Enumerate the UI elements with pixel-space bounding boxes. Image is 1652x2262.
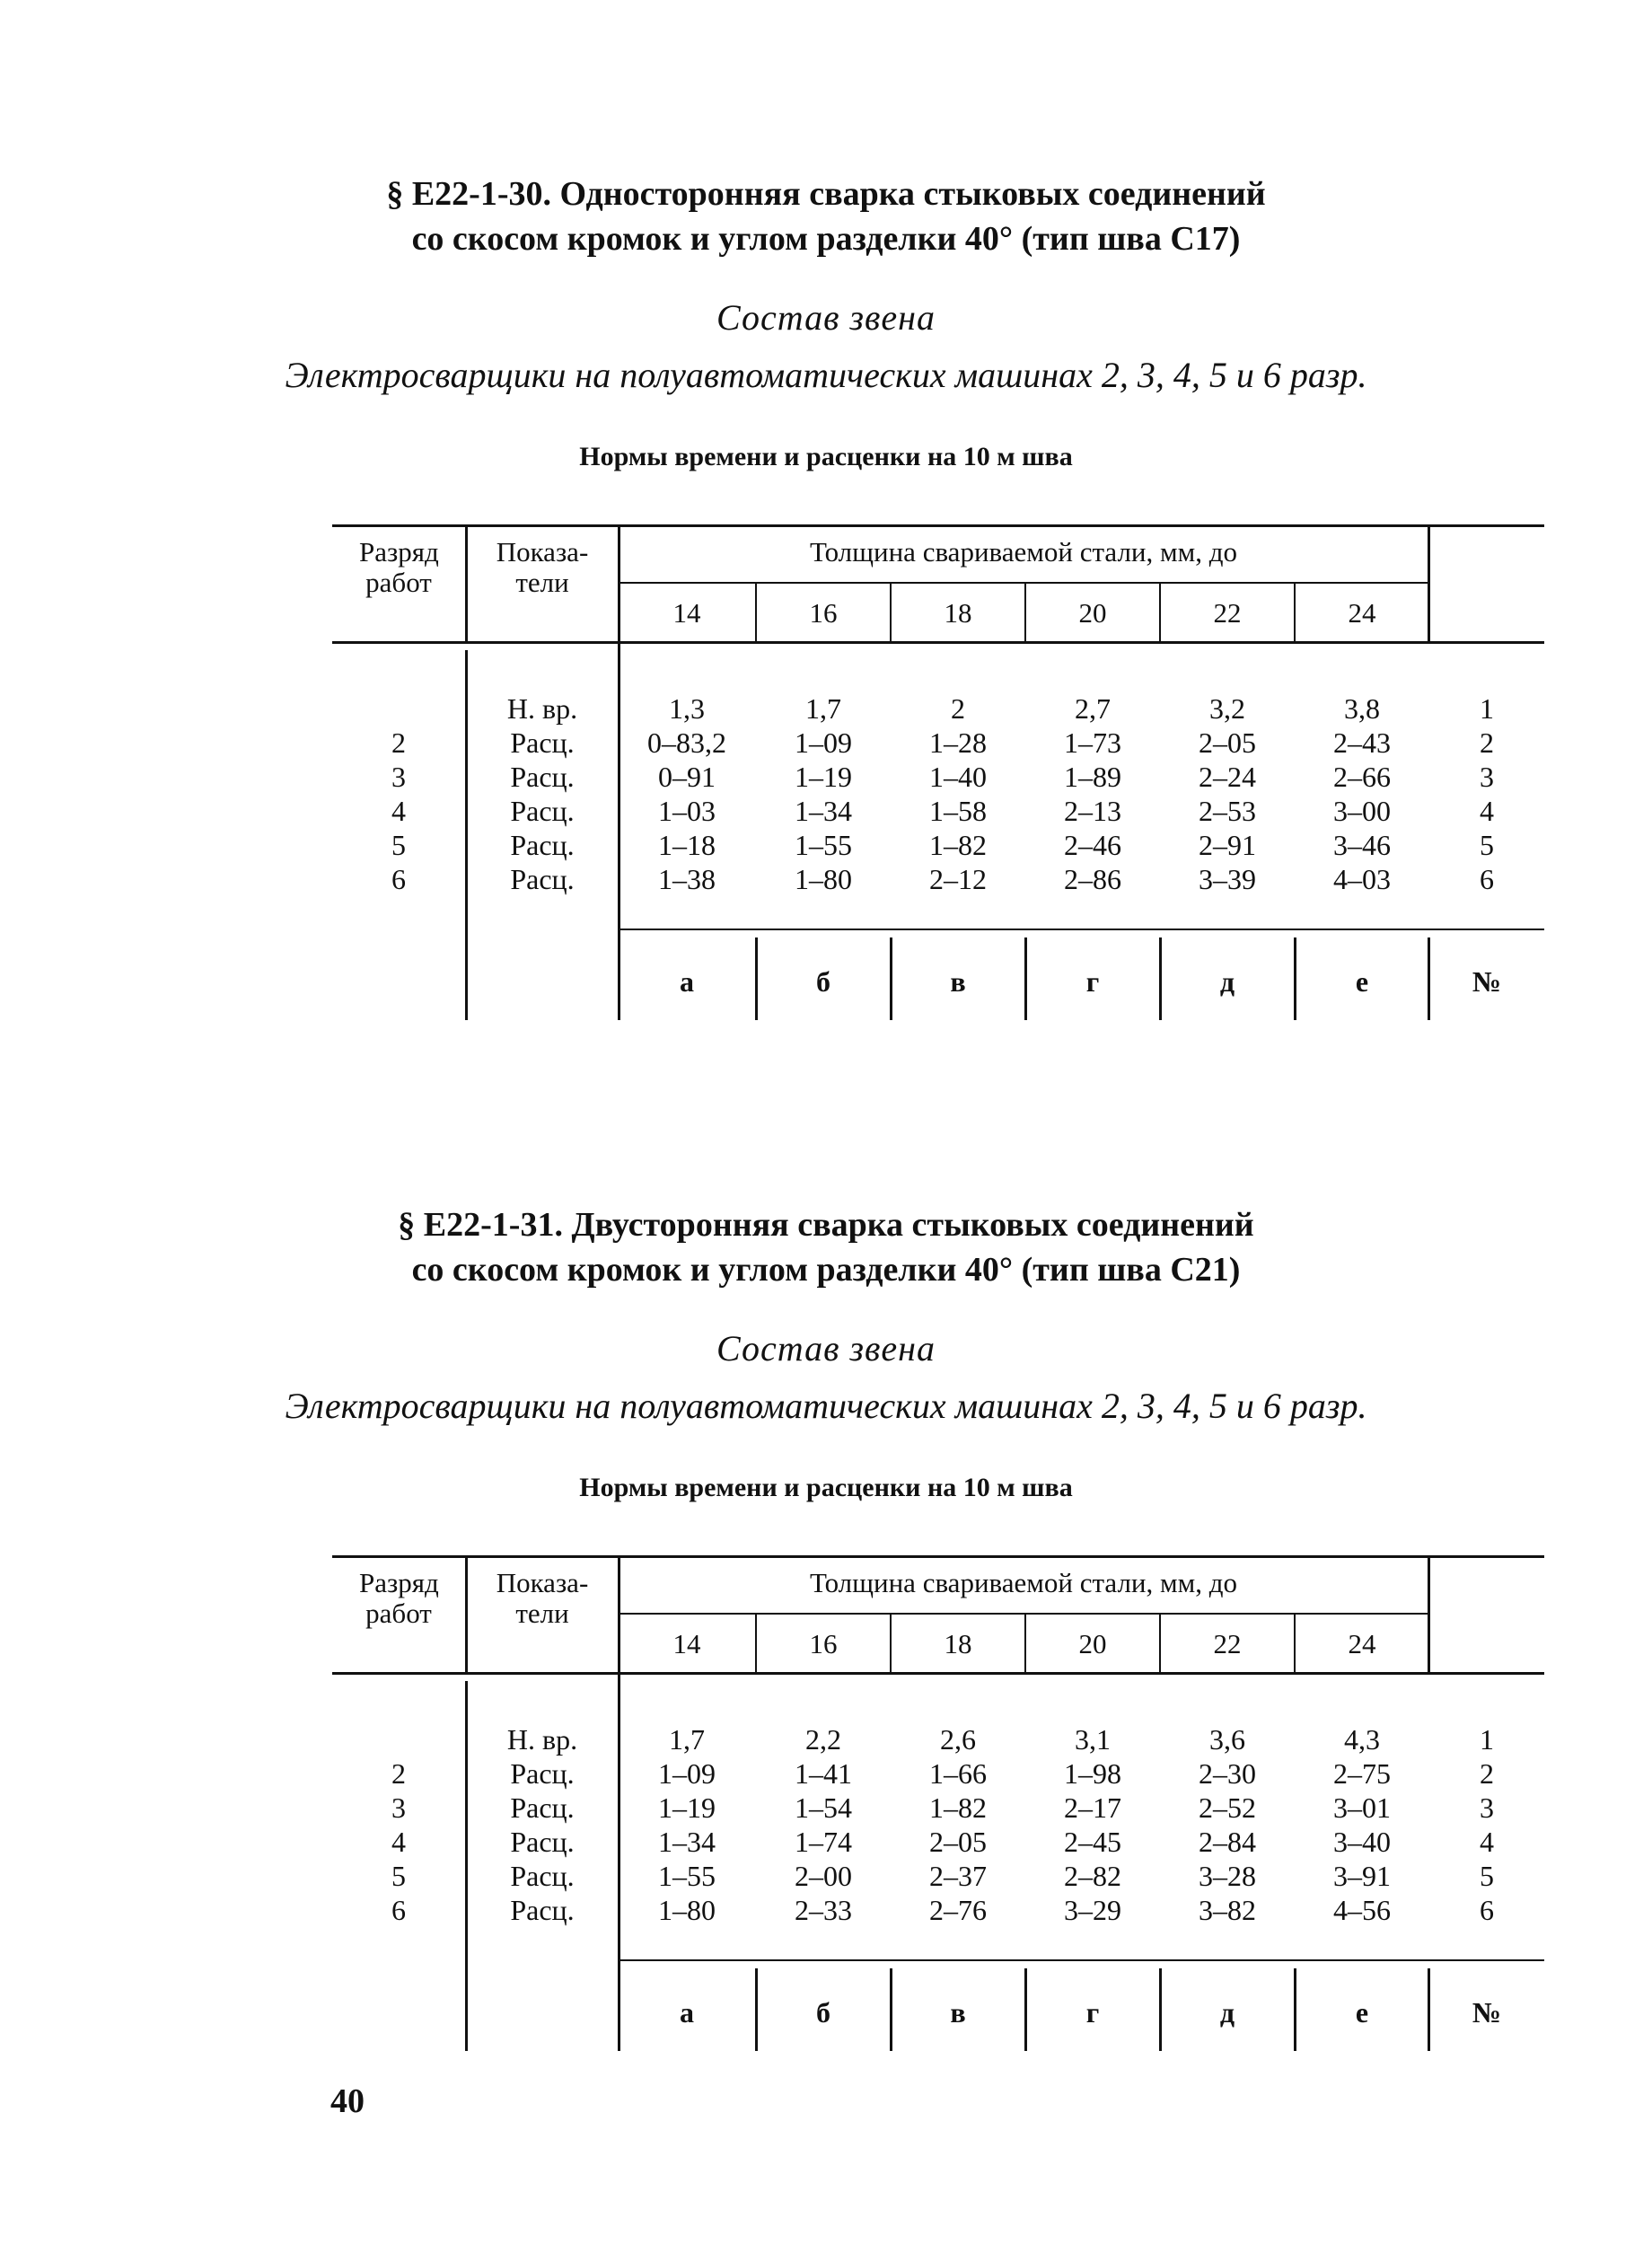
row-value: 1–89 [1064, 761, 1121, 793]
row-value: 2–43 [1333, 726, 1391, 759]
table-rule-horizontal [620, 1959, 1544, 1961]
page-number: 40 [330, 2082, 365, 2120]
row-value: 1–34 [795, 795, 852, 827]
row-value: 1–66 [929, 1757, 987, 1790]
title-line-2: со скосом кромок и углом разделки 40° (тип шва С21) [411, 1251, 1241, 1289]
thickness-value: 24 [1348, 1628, 1376, 1659]
table-rule-horizontal [332, 1555, 1544, 1558]
column-letter: а [680, 965, 694, 998]
row-razryad: 5 [391, 1860, 406, 1892]
row-value: 4–56 [1333, 1894, 1391, 1926]
norms-caption: Нормы времени и расценки на 10 м шва [579, 1473, 1073, 1502]
row-value: 3–40 [1333, 1826, 1391, 1858]
row-value: 1–19 [658, 1791, 716, 1824]
row-value: 1–18 [658, 829, 716, 861]
row-value: 1–73 [1064, 726, 1121, 759]
column-letter: б [816, 965, 830, 998]
row-number: 2 [1480, 1757, 1494, 1790]
row-number: 6 [1480, 863, 1494, 895]
row-value: 1–09 [795, 726, 852, 759]
thickness-value: 16 [809, 597, 838, 629]
row-value: 0–83,2 [647, 726, 726, 759]
row-value: 2–00 [795, 1860, 852, 1892]
title-line-1: § Е22-1-30. Односторонняя сварка стыковых соединений [386, 175, 1266, 213]
row-razryad: 6 [391, 1894, 406, 1926]
row-value: 1–19 [795, 761, 852, 793]
thickness-value: 24 [1348, 597, 1376, 629]
row-pokazatel: Расц. [510, 829, 575, 861]
row-value: 2–30 [1199, 1757, 1256, 1790]
row-number: 4 [1480, 1826, 1494, 1858]
row-value: 3–39 [1199, 863, 1256, 895]
title-line-2: со скосом кромок и углом разделки 40° (тип шва С17) [411, 220, 1241, 258]
title-line-1: § Е22-1-31. Двусторонняя сварка стыковых соединений [398, 1206, 1254, 1244]
row-razryad: 4 [391, 795, 406, 827]
row-value: 1–03 [658, 795, 716, 827]
row-value: 2–75 [1333, 1757, 1391, 1790]
row-value: 1–38 [658, 863, 716, 895]
row-value: 4–03 [1333, 863, 1391, 895]
row-value: 1–55 [658, 1860, 716, 1892]
number-label: № [1472, 965, 1502, 998]
crew-composition: Электросварщики на полуавтоматических машинах 2, 3, 4, 5 и 6 разр. [285, 355, 1367, 395]
norms-table [332, 524, 1544, 1020]
row-razryad: 3 [391, 1791, 406, 1824]
row-number: 5 [1480, 1860, 1494, 1892]
row-value: 2 [951, 692, 965, 725]
row-value: 3–28 [1199, 1860, 1256, 1892]
column-header-pokazateli: Показа-тели [496, 536, 589, 598]
row-number: 1 [1480, 1723, 1494, 1756]
row-value: 2–37 [929, 1860, 987, 1892]
column-letter: д [1219, 1996, 1235, 2029]
row-number: 3 [1480, 1791, 1494, 1824]
row-pokazatel: Расц. [510, 1757, 575, 1790]
row-value: 2–76 [929, 1894, 987, 1926]
row-value: 3–00 [1333, 795, 1391, 827]
row-value: 1,7 [669, 1723, 705, 1756]
column-letter: а [680, 1996, 694, 2029]
row-value: 2–52 [1199, 1791, 1256, 1824]
row-value: 2–82 [1064, 1860, 1121, 1892]
row-value: 1–74 [795, 1826, 852, 1858]
thickness-value: 22 [1213, 1628, 1242, 1659]
row-number: 1 [1480, 692, 1494, 725]
row-pokazatel: Н. вр. [506, 692, 578, 725]
row-razryad: 2 [391, 1757, 406, 1790]
table-rule-horizontal [332, 524, 1544, 527]
row-value: 1–98 [1064, 1757, 1121, 1790]
table-rule-horizontal [620, 929, 1544, 930]
thickness-value: 14 [672, 597, 701, 629]
row-value: 1–28 [929, 726, 987, 759]
row-value: 2–05 [929, 1826, 987, 1858]
row-pokazatel: Расц. [510, 863, 575, 895]
row-value: 1–40 [929, 761, 987, 793]
row-number: 4 [1480, 795, 1494, 827]
column-header-razryad: Разряд работ [359, 536, 439, 598]
thickness-value: 20 [1078, 1628, 1107, 1659]
column-letter: г [1085, 1996, 1100, 2029]
row-value: 2–86 [1064, 863, 1121, 895]
row-razryad: 4 [391, 1826, 406, 1858]
row-value: 3,1 [1075, 1723, 1111, 1756]
table-rule-horizontal [332, 1672, 1544, 1675]
table-rule-horizontal [332, 641, 1544, 644]
thickness-value: 16 [809, 1628, 838, 1659]
row-value: 1,3 [669, 692, 705, 725]
row-razryad: 2 [391, 726, 406, 759]
thickness-header: Толщина свариваемой стали, мм, до [809, 1567, 1238, 1598]
row-value: 0–91 [658, 761, 716, 793]
row-value: 2,6 [940, 1723, 976, 1756]
thickness-value: 18 [944, 597, 972, 629]
column-letter: е [1355, 965, 1369, 998]
row-value: 1–80 [795, 863, 852, 895]
row-value: 3–29 [1064, 1894, 1121, 1926]
column-letter: е [1355, 1996, 1369, 2029]
row-value: 2–13 [1064, 795, 1121, 827]
number-label: № [1472, 1996, 1502, 2029]
row-value: 2–84 [1199, 1826, 1256, 1858]
column-letter: б [816, 1996, 830, 2029]
row-value: 3–91 [1333, 1860, 1391, 1892]
row-value: 1–54 [795, 1791, 852, 1824]
row-value: 2–91 [1199, 829, 1256, 861]
row-number: 6 [1480, 1894, 1494, 1926]
row-value: 2–05 [1199, 726, 1256, 759]
norms-caption: Нормы времени и расценки на 10 м шва [579, 442, 1073, 471]
row-pokazatel: Расц. [510, 761, 575, 793]
row-value: 3–46 [1333, 829, 1391, 861]
row-value: 1–82 [929, 829, 987, 861]
row-value: 2–66 [1333, 761, 1391, 793]
row-value: 1–82 [929, 1791, 987, 1824]
row-value: 2–53 [1199, 795, 1256, 827]
row-pokazatel: Расц. [510, 1826, 575, 1858]
row-value: 2–46 [1064, 829, 1121, 861]
column-letter: г [1085, 965, 1100, 998]
column-header-razryad: Разряд работ [359, 1567, 439, 1629]
row-value: 1–58 [929, 795, 987, 827]
row-value: 2–17 [1064, 1791, 1121, 1824]
row-pokazatel: Расц. [510, 1791, 575, 1824]
crew-composition: Электросварщики на полуавтоматических машинах 2, 3, 4, 5 и 6 разр. [285, 1386, 1367, 1426]
row-value: 3,8 [1344, 692, 1380, 725]
thickness-value: 18 [944, 1628, 972, 1659]
row-value: 2–24 [1199, 761, 1256, 793]
column-header-pokazateli: Показа-тели [496, 1567, 589, 1629]
row-value: 1–34 [658, 1826, 716, 1858]
row-razryad: 3 [391, 761, 406, 793]
row-razryad: 6 [391, 863, 406, 895]
row-number: 3 [1480, 761, 1494, 793]
row-pokazatel: Н. вр. [506, 1723, 578, 1756]
row-pokazatel: Расц. [510, 1894, 575, 1926]
row-value: 4,3 [1344, 1723, 1380, 1756]
row-value: 2,2 [805, 1723, 841, 1756]
column-letter: в [950, 965, 966, 998]
row-pokazatel: Расц. [510, 1860, 575, 1892]
thickness-value: 22 [1213, 597, 1242, 629]
row-value: 3–01 [1333, 1791, 1391, 1824]
row-value: 1,7 [805, 692, 841, 725]
row-value: 2–45 [1064, 1826, 1121, 1858]
row-value: 1–41 [795, 1757, 852, 1790]
row-number: 5 [1480, 829, 1494, 861]
row-value: 1–80 [658, 1894, 716, 1926]
crew-heading: Состав звена [716, 1328, 936, 1369]
thickness-value: 20 [1078, 597, 1107, 629]
row-value: 2–33 [795, 1894, 852, 1926]
row-value: 3,2 [1209, 692, 1245, 725]
row-value: 1–09 [658, 1757, 716, 1790]
row-value: 2,7 [1075, 692, 1111, 725]
row-razryad: 5 [391, 829, 406, 861]
thickness-header: Толщина свариваемой стали, мм, до [809, 536, 1238, 568]
norms-table [332, 1555, 1544, 2051]
crew-heading: Состав звена [716, 297, 936, 338]
row-pokazatel: Расц. [510, 795, 575, 827]
row-value: 2–12 [929, 863, 987, 895]
row-number: 2 [1480, 726, 1494, 759]
row-pokazatel: Расц. [510, 726, 575, 759]
thickness-value: 14 [672, 1628, 701, 1659]
row-value: 1–55 [795, 829, 852, 861]
column-letter: д [1219, 965, 1235, 998]
row-value: 3,6 [1209, 1723, 1245, 1756]
row-value: 3–82 [1199, 1894, 1256, 1926]
column-letter: в [950, 1996, 966, 2029]
